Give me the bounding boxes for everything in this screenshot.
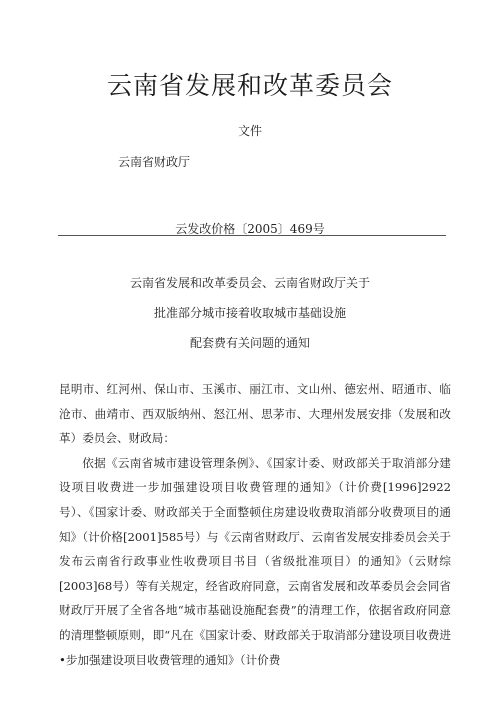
doc-suffix: 文件	[237, 124, 262, 138]
body-paragraph: 依据《云南省城市建设管理条例》、《国家计委、财政部关于取消部分建设项目收费进一步加强建设项目收费管理的通知》（计价费[1996]2922号）、《国家计委、财政部关于全面整顿住房建设收费取消部分收费项目的通知》（计价格[2001]585号）与《云南省财政厅、云南省发展安排委员会关于发布云南省行政事业性收费项目书目（省级批准项目）的通知》（云财综[2003]68号）等有关规定，经省政府同意，云南省发展和改革委员会会同省财政厅开展了全省各地“城市基础设施配套费”的清理工作，依据省政府同意的清理整顿原则，即“凡在《国家计委、财政部关于取消部分建设项目收费进•步加强建设项目收费管理的通知》（计价费	[59, 455, 451, 667]
co-issuer: 云南省财政厅	[118, 155, 191, 169]
document-body	[59, 377, 451, 672]
header-divider	[58, 235, 446, 236]
title-line-2: 批准部分城市接着收取城市基础设施	[153, 306, 346, 320]
recipients: 昆明市、红河州、保山市、玉溪市、丽江市、文山州、德宏州、昭通市、临沧市、曲靖市、西双版纳州、怒江州、思茅市、大理州发展安排（发展和改革）委员会、财政局：	[59, 382, 451, 446]
issuer-heading: 云南省发展和改革委员会	[106, 71, 393, 100]
title-line-1: 云南省发展和改革委员会、云南省财政厅关于	[129, 276, 370, 290]
document-number: 云发改价格〔2005〕469号	[175, 222, 325, 236]
title-line-3: 配套费有关问题的通知	[189, 336, 310, 350]
